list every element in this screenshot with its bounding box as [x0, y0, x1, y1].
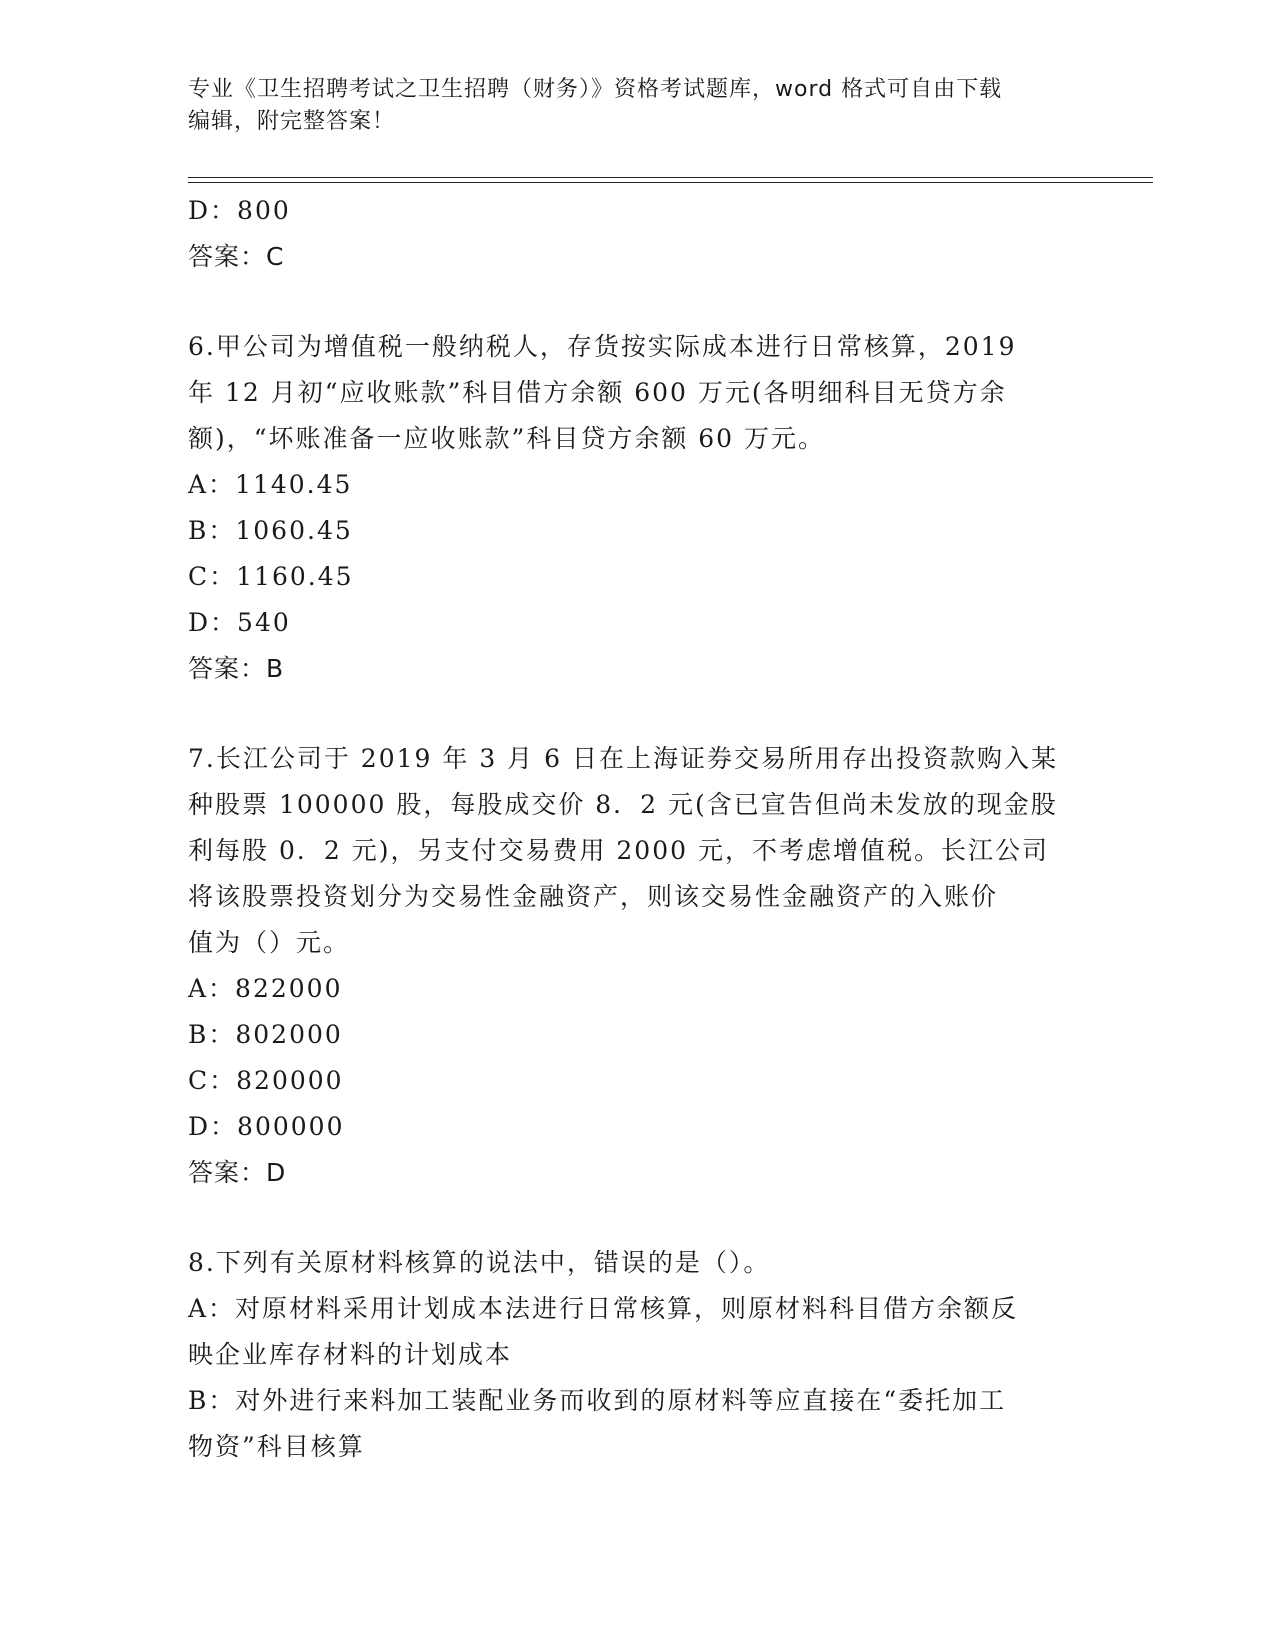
q6-text-line: 年 12 月初“应收账款”科目借方余额 600 万元(各明细科目无贷方余: [188, 378, 1007, 407]
question-6: [188, 324, 1078, 692]
q6-option-d: D：540: [188, 608, 291, 637]
q7-option-d: D：800000: [188, 1112, 345, 1141]
q6-option-c: C：1160.45: [188, 562, 354, 591]
q6-text-line: 6.甲公司为增值税一般纳税人，存货按实际成本进行日常核算，2019: [188, 332, 1017, 361]
q6-answer: 答案：B: [188, 654, 285, 683]
q7-text-line: 值为（）元。: [188, 928, 351, 957]
q7-text-line: 利每股 0．2 元)，另支付交易费用 2000 元，不考虑增值税。长江公司: [188, 836, 1049, 865]
spacer: [188, 280, 1078, 324]
header-divider-top: [188, 177, 1153, 178]
q7-option-b: B：802000: [188, 1020, 343, 1049]
q6-option-b: B：1060.45: [188, 516, 353, 545]
spacer: [188, 692, 1078, 736]
q8-option-b-line: B：对外进行来料加工装配业务而收到的原材料等应直接在“委托加工: [188, 1386, 1007, 1415]
question-8: [188, 1240, 1078, 1470]
header-line-2: 编辑，附完整答案！: [188, 109, 396, 134]
q7-option-c: C：820000: [188, 1066, 344, 1095]
q8-option-b-line: 物资”科目核算: [188, 1432, 365, 1461]
q5-answer: 答案：C: [188, 242, 285, 271]
q8-option-a-line: 映企业库存材料的计划成本: [188, 1340, 513, 1369]
spacer: [188, 1196, 1078, 1240]
question-content: [188, 188, 1078, 1470]
q7-text-line: 种股票 100000 股，每股成交价 8．2 元(含已宣告但尚未发放的现金股: [188, 790, 1058, 819]
q6-option-a: A：1140.45: [188, 470, 353, 499]
q7-text-line: 将该股票投资划分为交易性金融资产，则该交易性金融资产的入账价: [188, 882, 999, 911]
header-divider-bottom: [188, 182, 1153, 183]
question-7: [188, 736, 1078, 1196]
q5-option-d: D：800: [188, 196, 291, 225]
header-line-1: 专业《卫生招聘考试之卫生招聘（财务）》资格考试题库，word 格式可自由下载: [188, 77, 1003, 102]
q7-answer: 答案：D: [188, 1158, 287, 1187]
q7-text-line: 7.长江公司于 2019 年 3 月 6 日在上海证券交易所用存出投资款购入某: [188, 744, 1058, 773]
q6-text-line: 额)，“坏账准备一应收账款”科目贷方余额 60 万元。: [188, 424, 826, 453]
document-header: [188, 74, 1068, 138]
q8-text-line: 8.下列有关原材料核算的说法中，错误的是（）。: [188, 1248, 771, 1277]
q8-option-a-line: A：对原材料采用计划成本法进行日常核算，则原材料科目借方余额反: [188, 1294, 1019, 1323]
q7-option-a: A：822000: [188, 974, 343, 1003]
